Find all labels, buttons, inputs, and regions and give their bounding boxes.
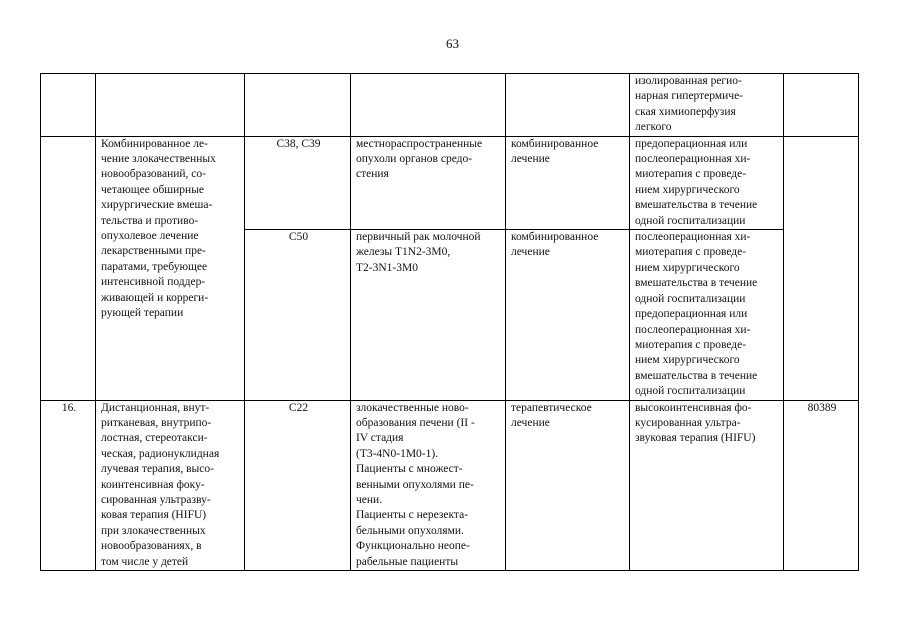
- cell-profile: Дистанционная, внут- ритканевая, внутрипо- лостная, стереотакси- ческая, радионуклидная лучевая терапия, высо- коинтенсивная фоку- сированная ультразву- ковая терапия (HIFU) при злокачественных новообразованиях, в том числе у детей: [96, 400, 245, 570]
- cell-method: послеоперационная хи- миотерапия с проведе- нием хирургического вмешательства в течение одной госпитализации предоперационная или послеоперационная хи- миотерапия с проведе- нием хирургического вмешательства в течение одной госпитализации: [630, 230, 784, 400]
- cell-patient-model: первичный рак молочной железы T1N2-3M0, T2-3N1-3M0: [351, 230, 506, 400]
- cell-codes: C38, C39: [245, 136, 351, 229]
- cell-treatment-type: терапевтическое лечение: [506, 400, 630, 570]
- medical-care-table: [40, 73, 859, 571]
- cell-patient-model: злокачественные ново- образования печени (II - IV стадия (T3-4N0-1M0-1). Пациенты с множест- венными опухолями пе- чени. Пациенты с нерезекта- бельными опухолями. Функционально неопе- рабельные пациенты: [351, 400, 506, 570]
- cell-patient-model: местнораспространенные опухоли органов средо- стения: [351, 136, 506, 229]
- cell-treatment-type: [506, 74, 630, 137]
- page-number: 63: [446, 36, 459, 51]
- table-row-16: [41, 400, 859, 570]
- cell-cost: [784, 136, 859, 400]
- cell-codes: C22: [245, 400, 351, 570]
- cell-codes: [245, 74, 351, 137]
- table-row-continuation: [41, 74, 859, 137]
- cell-number: 16.: [41, 400, 96, 570]
- cell-profile: [96, 74, 245, 137]
- table-row-combined-a: [41, 136, 859, 229]
- cell-method: высокоинтенсивная фо- кусированная ультра- звуковая терапия (HIFU): [630, 400, 784, 570]
- cell-cost: [784, 74, 859, 137]
- cell-method: предоперационная или послеоперационная хи- миотерапия с проведе- нием хирургического вмешательства в течение одной госпитализации: [630, 136, 784, 229]
- cell-patient-model: [351, 74, 506, 137]
- cell-number: [41, 74, 96, 137]
- cell-treatment-type: комбинированное лечение: [506, 136, 630, 229]
- cell-method: изолированная регио- нарная гипертермиче- ская химиоперфузия легкого: [630, 74, 784, 137]
- cell-number: [41, 136, 96, 400]
- cell-cost: 80389: [784, 400, 859, 570]
- cell-profile: Комбинированное ле- чение злокачественных новообразований, со- четающее обширные хирургические вмеша- тельства и противо- опухолевое лечение лекарственными пре- паратами, требующее интенсивной поддер- живающей и корреги- рующей терапии: [96, 136, 245, 400]
- cell-treatment-type: комбинированное лечение: [506, 230, 630, 400]
- cell-codes: C50: [245, 230, 351, 400]
